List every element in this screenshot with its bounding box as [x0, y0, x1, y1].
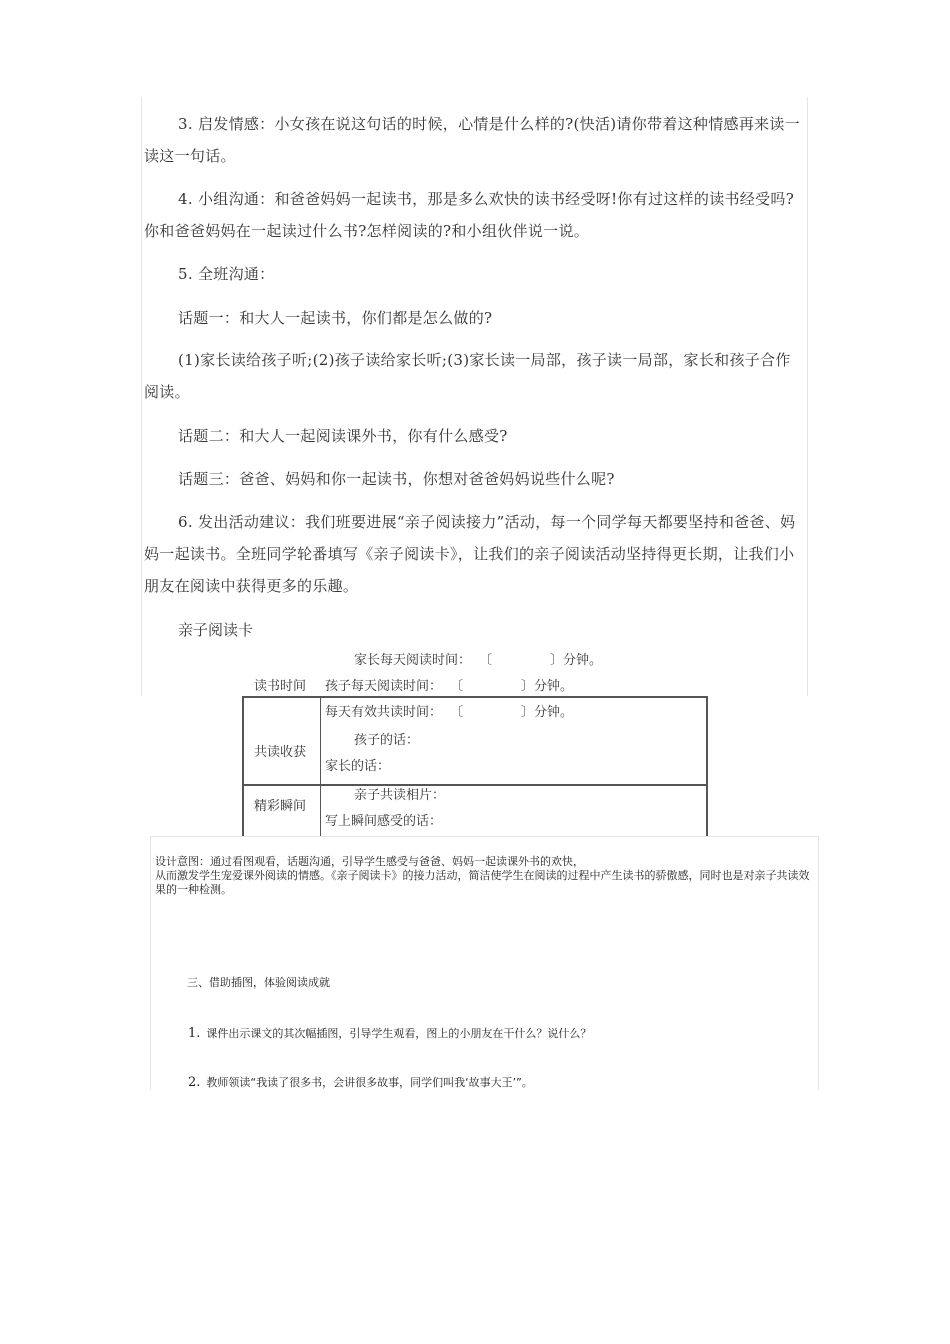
parent-time-minutes: 分钟。 [563, 653, 603, 668]
feeling-label: 写上瞬间感受的话： [325, 814, 443, 829]
child-time-open-paren: 〔 [450, 679, 464, 694]
table-column-divider [320, 696, 321, 837]
table-row-divider [242, 784, 708, 786]
paragraph-4: 4. 小组沟通：和爸爸妈妈一起读书，那是多么欢快的读书经受呀!你有过这样的读书经受吗?你和爸爸妈妈在一起读过什么书?怎样阅读的?和小组伙伴说一说。 [144, 190, 795, 240]
row-label-moment: 精彩瞬间 [254, 799, 307, 814]
parent-time-open-paren: 〔 [479, 653, 493, 668]
paragraph-6: 6. 发出活动建议：我们班要进展“亲子阅读接力”活动，每一个同学每天都要坚持和爸爸、妈妈一起读书。全班同学轮番填写《亲子阅读卡》，让我们的亲子阅读活动坚持得更长期，让我们小朋友在阅读中获得更多的乐趣。 [144, 513, 796, 595]
child-time-close-paren: 〕 [521, 679, 535, 694]
topic-one-answer: (1)家长读给孩子听;(2)孩子读给家长听;(3)家长读一局部，孩子读一局部，家长和孩子合作阅读。 [144, 351, 791, 401]
row-label-gain: 共读收获 [254, 745, 307, 760]
joint-time-label: 每天有效共读时间： [325, 705, 443, 720]
joint-time-row [325, 703, 573, 723]
parent-time-row [354, 651, 602, 671]
item-1-number: 1. [188, 1026, 201, 1041]
topic-one: 话题一：和大人一起读书，你们都是怎么做的? [178, 309, 493, 327]
item-2-number: 2. [188, 1075, 201, 1090]
section-3-item-1 [188, 1026, 591, 1042]
joint-time-open-paren: 〔 [450, 705, 464, 720]
parent-time-close-paren: 〕 [550, 653, 564, 668]
child-time-row [325, 677, 573, 697]
item-1-text: 课件出示课文的其次幅插图，引导学生观看，图上的小朋友在干什么？说什么？ [206, 1027, 592, 1040]
joint-time-minutes: 分钟。 [534, 705, 574, 720]
row-label-reading-time: 读书时间 [254, 679, 307, 694]
child-time-minutes: 分钟。 [534, 679, 574, 694]
section-3-heading: 三、借助插图，体验阅读成就 [187, 976, 330, 989]
reading-card-title: 亲子阅读卡 [178, 621, 254, 639]
child-time-label: 孩子每天阅读时间： [325, 679, 443, 694]
design-intent-line-2: 从而激发学生宠爱课外阅读的情感。《亲子阅读卡》的接力活动，简洁使学生在阅读的过程中产生读书的骄傲感，同时也是对亲子共读效果的一种检测。 [155, 869, 810, 896]
child-words-label: 孩子的话： [354, 733, 420, 748]
paragraph-3: 3. 启发情感：小女孩在说这句话的时候，心情是什么样的?(快活)请你带着这种情感再来读一读这一句话。 [144, 115, 801, 165]
joint-time-close-paren: 〕 [521, 705, 535, 720]
topic-three: 话题三：爸爸、妈妈和你一起读书，你想对爸爸妈妈说些什么呢? [178, 470, 615, 488]
parent-time-label: 家长每天阅读时间： [354, 653, 472, 668]
parent-words-label: 家长的话： [325, 759, 391, 774]
topic-two: 话题二：和大人一起阅读课外书，你有什么感受? [178, 427, 508, 445]
section-3-item-2 [188, 1075, 533, 1091]
photo-label: 亲子共读相片： [354, 788, 446, 803]
paragraph-5: 5. 全班沟通： [178, 265, 275, 283]
item-2-text: 教师领读“我读了很多书，会讲很多故事，同学们叫我‘故事大王’”。 [206, 1076, 533, 1089]
design-intent-note [155, 855, 815, 897]
design-intent-line-1: 设计意图：通过看图观看，话题沟通，引导学生感受与爸爸、妈妈一起读课外书的欢快， [155, 855, 584, 868]
